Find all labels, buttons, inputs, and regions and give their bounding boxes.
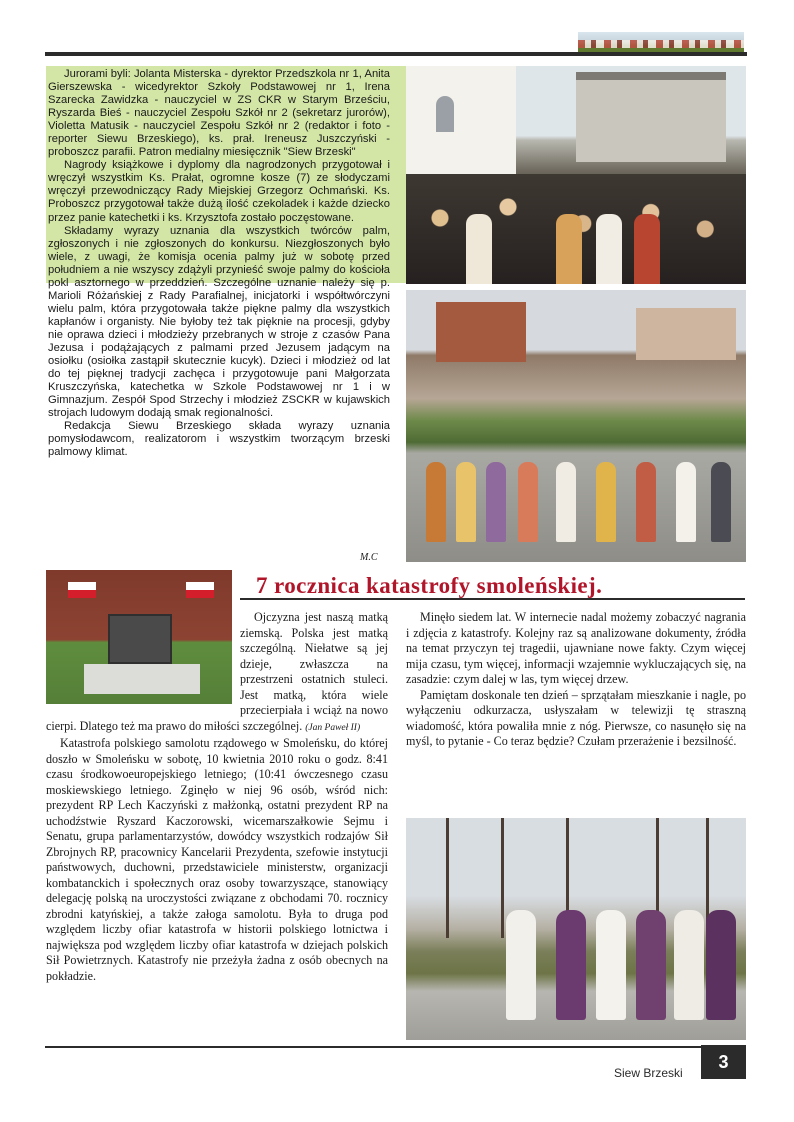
article-paragraph: Pamiętam doskonale ten dzień – sprzątałam mieszkanie i nagle, po wyłączeniu odkurzacza, usłyszałam w telewizji tę straszną wiadomość, która powaliła mnie z nóg. Pierwsze, co nasunęło się na myśl, to pytanie - Co teraz będzie? Czułam przerażenie i bezsilność. [406,687,746,748]
author-signature: M.C [360,552,378,563]
header-town-photo [578,32,744,54]
top-article [48,68,390,459]
article-paragraph: Minęło siedem lat. W internecie nadal możemy zobaczyć nagrania i zdjęcia z katastrofy. Kolejny raz są analizowane dokumenty, źródła na temat przyczyn tej tragedii, ujawniane nowe fakty. Czym więcej mija czasu, tym więcej, informacji wzajemnie wykluczających się, na zasadzie: czym dalej w las, tym więcej drzew. [406,610,746,686]
top-paragraph: Redakcja Siewu Brzeskiego składa wyrazy uznania pomysłodawcom, realizatorom i wszystkim tworzącym brzeski palmowy klimat. [48,420,390,459]
page-number: 3 [701,1045,746,1079]
article-right-column [406,610,746,750]
publication-name: Siew Brzeski [614,1066,683,1080]
article-title: 7 rocznica katastrofy smoleńskiej. [256,573,603,598]
top-paragraph: Nagrody książkowe i dyplomy dla nagrodzonych przygotował i wręczył wszystkim Ks. Prałat, ogromne kosze (7) ze słodyczami wręczył przewodniczący Rady Miejskiej Grzegorz Ochmański. Ks. Proboszcz przygotował także dużą ilość czekoladek i każde dziecko przez panie katechetki i ks. Krzysztofa zostało poczęstowane. [48,159,390,224]
top-paragraph: Jurorami byli: Jolanta Misterska - dyrektor Przedszkola nr 1, Anita Gierszewska - wicedyrektor Szkoły Podstawowej nr 1, Irena Szarecka Zawidzka - nauczyciel w ZS CKR w Starym Brześciu, Ryszarda Bieś - nauczyciel Zespołu Szkół nr 2 (sekretarz jurorów), Violetta Matusik - nauczyciel Zespołu Szkół nr 2 (redaktor i foto - reporter Siewu Brzeskiego), ks. prał. Ireneusz Juszczyński - proboszcz parafii. Patron medialny miesięcznik "Siew Brzeski" [48,68,390,159]
title-rule [240,598,745,600]
palm-sunday-crowd-photo [406,66,746,284]
article-paragraph: Katastrofa polskiego samolotu rządowego w Smoleńsku, do której doszło w Smoleńsku w sobotę, 10 kwietnia 2010 roku o godz. 8:41 czasu środkowoeuropejskiego letniego; (10:41 ówczesnego czasu moskiewskiego letniego. Zginęło w niej 96 osób, wśród nich: prezydent RP Lech Kaczyński z małżonką, ostatni prezydent RP na uchodźstwie Ryszard Kaczorowski, wicemarszałkowie Sejmu i Senatu, grupa parlamentarzystów, dowódcy wszystkich rodzajów Sił Zbrojnych RP, pracownicy Kancelarii Prezydenta, szefowie instytucji państwowych, duchowni, przedstawiciele ministerstw, organizacji kombatanckich i społecznych oraz osoby towarzyszące, stanowiący delegację polską na uroczystości związane z obchodami 70. rocznicy zbrodni katyńskiej, a także załoga samolotu. Była to druga pod względem liczby ofiar katastrofa w historii polskiego lotnictwa i największa pod względem liczby ofiar katastrofa w dziejach polskich Sił Powietrznych. Katastrofy nie przeżyła żadna z osób obecnych na pokładzie. [46,736,388,983]
article-left-column [46,610,388,984]
top-rule [45,52,747,56]
bottom-rule [45,1046,745,1048]
procession-photo [406,290,746,562]
quote-credit: (Jan Paweł II) [305,722,361,733]
clergy-ceremony-photo [406,818,746,1040]
quote-text: Ojczyzna jest naszą matką ziemską. Polska jest matką szczególną. Niełatwe są jej dzieje, zwłaszcza na przestrzeni ostatnich stuleci. Jest matką, która wiele przecierpiała i wciąż na nowo cierpi. Dlatego też ma prawo do miłości szczególnej. [46,610,388,733]
top-paragraph: Składamy wyrazy uznania dla wszystkich twórców palm, zgłoszonych i nie zgłoszonych do konkursu. Niezgłoszonych było wiele, z uwagi, że komisja ocenia palmy już w sobotę przed południem a nie wszyscy zdążyli przynieść swoje palmy do kościoła pokl asztornego w przeddzień. Szczególne uznanie należy się p. Marioli Różańskiej z Rady Parafialnej, inicjatorki i współtwórczyni wielu palm, która przygotowała także piękne palmy dla wszystkich kapłanów i organisty. Nie byłoby też tak pięknie na procesji, gdyby nie oprawa dzieci i młodzieży przebranych w stroje z czasów Pana Jezusa i podążających z palmami przed Jezusem jadącym na osiołku (osiołka zastąpił skutecznie kucyk). Dzieci i młodzież od lat do tej pięknej tradycji zachęca i przygotowuje pani Małgorzata Kruszczyńska, katechetka w Szkole Podstawowej nr 1 i w Gimnazjum. Zespół Spod Strzechy i młodzież ZSCKR w kujawskich strojach ludowym dodają smak regionalności. [48,224,390,420]
